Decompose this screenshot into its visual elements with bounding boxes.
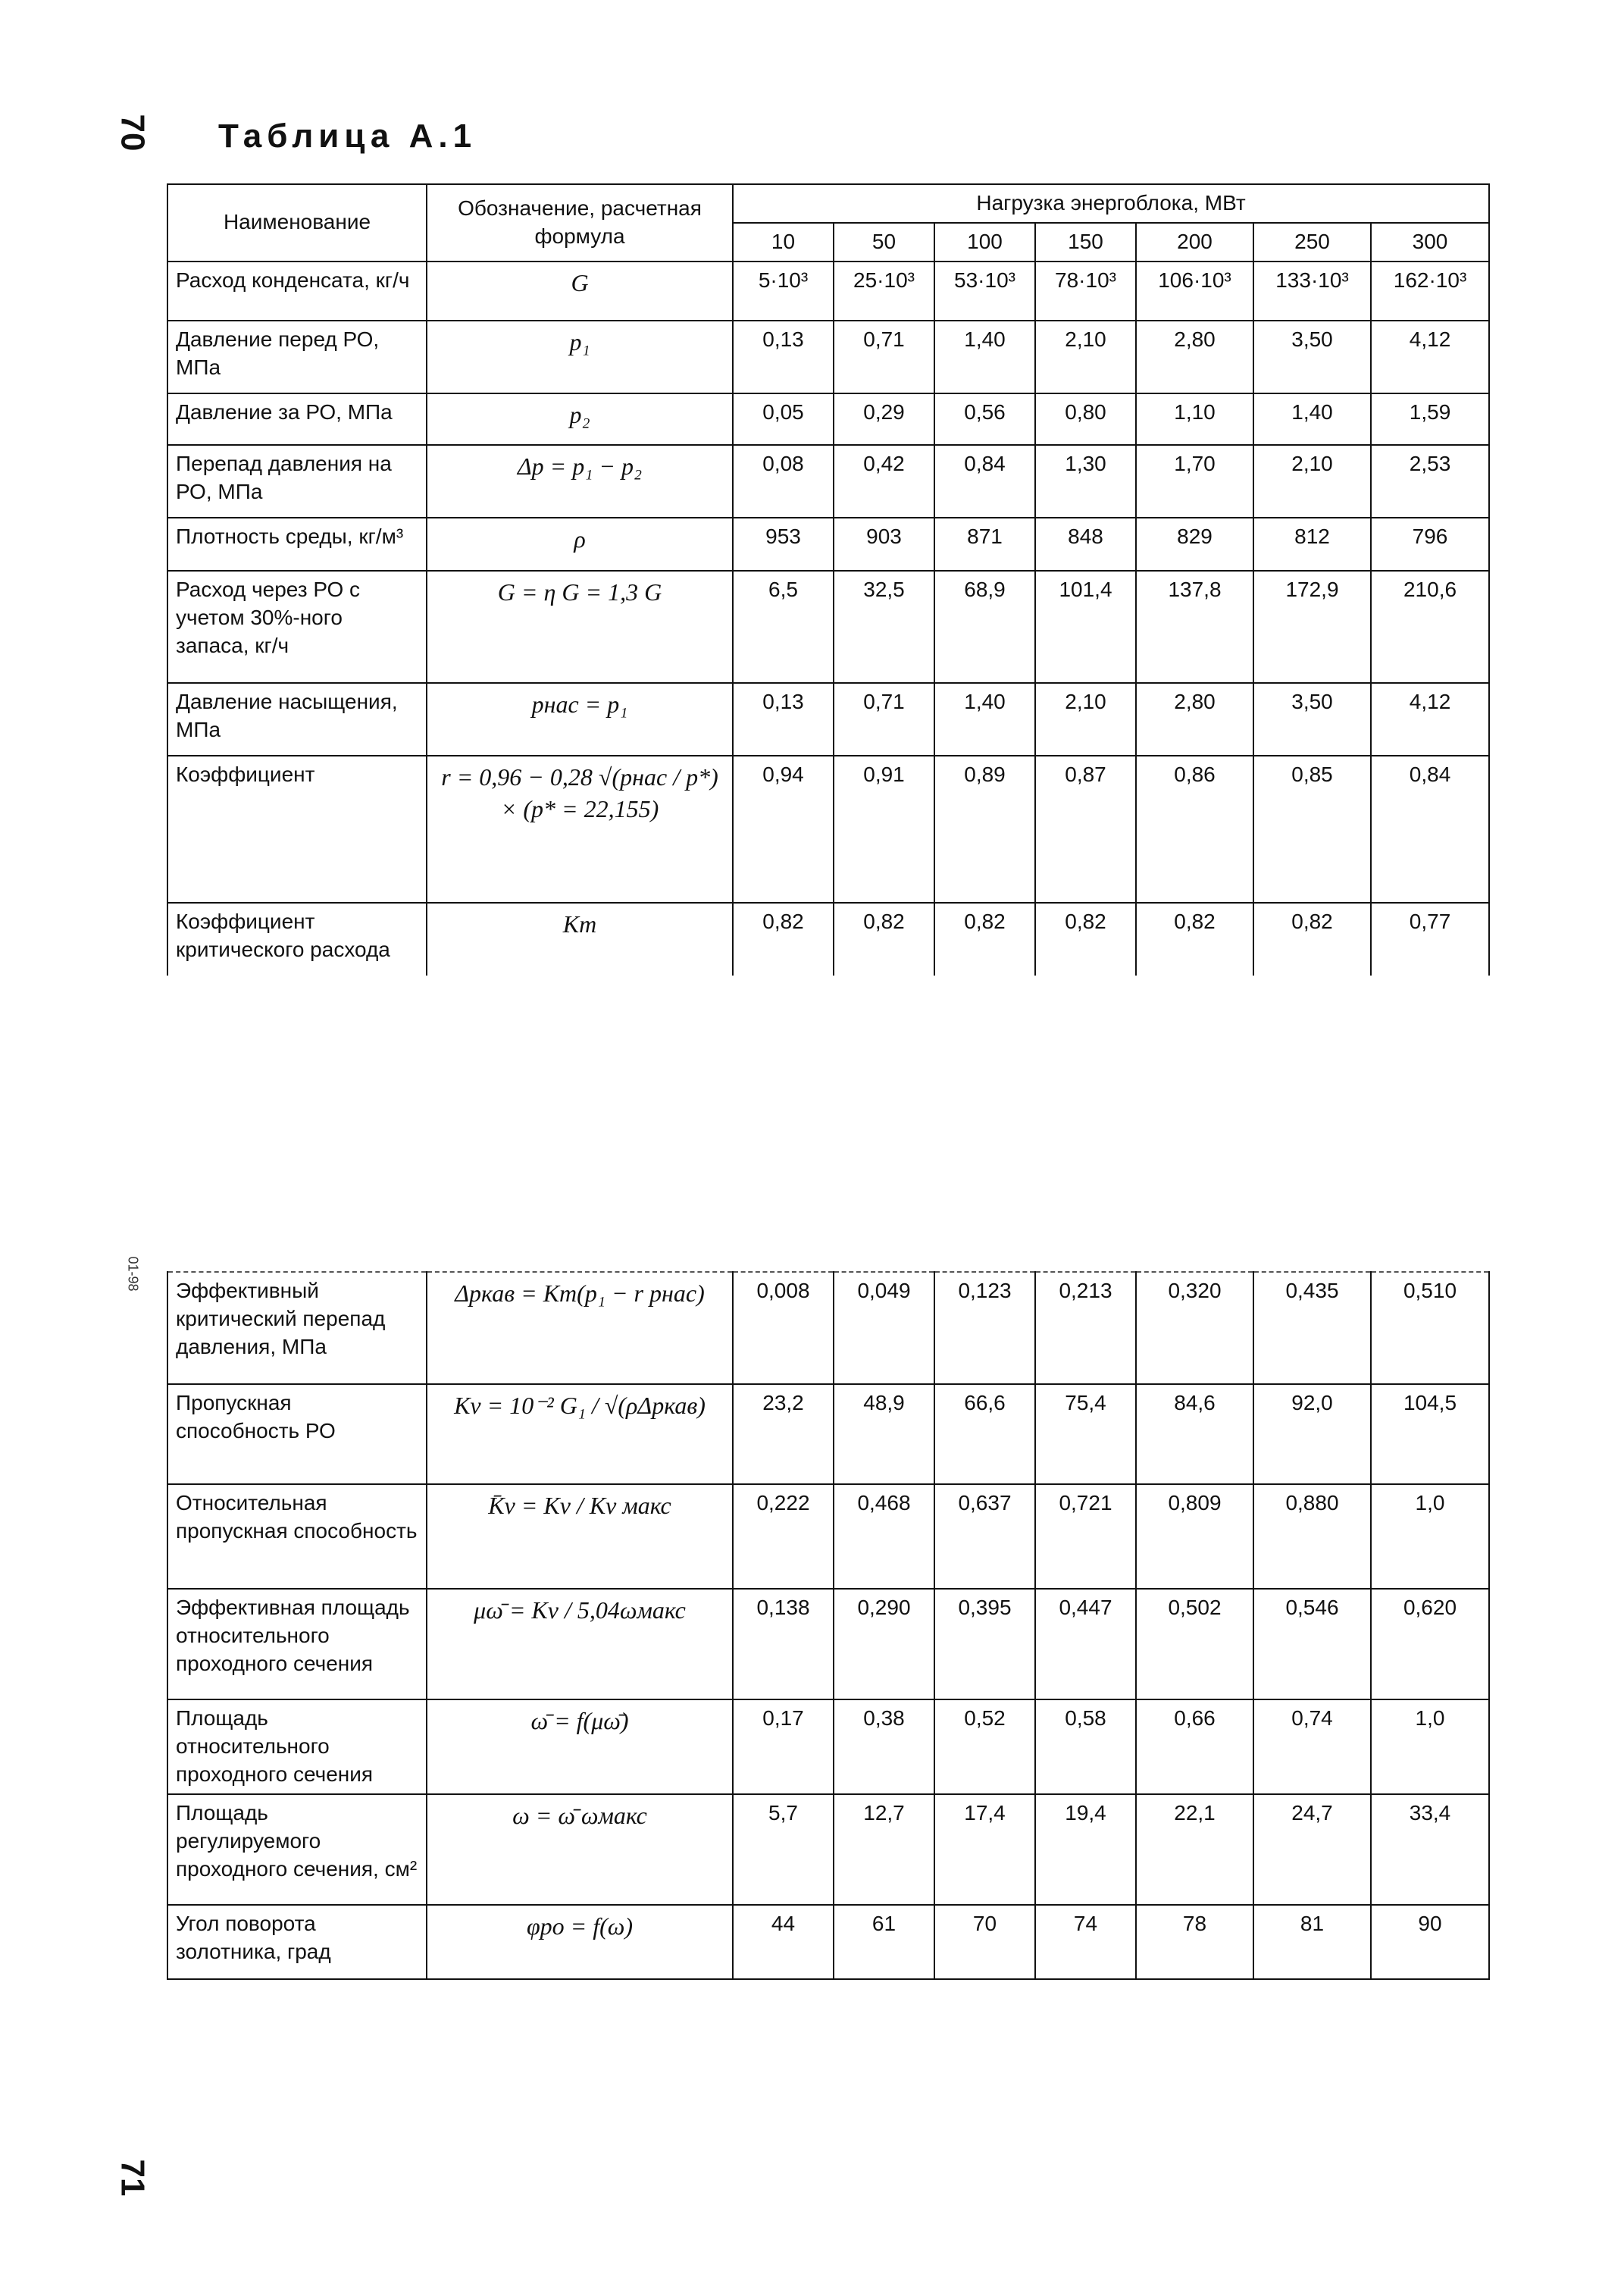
- header-load-group: Нагрузка энергоблока, МВт: [733, 184, 1489, 223]
- row-name: Пропускная способность РО: [167, 1384, 427, 1484]
- row-value: 44: [733, 1905, 834, 1979]
- row-value: 137,8: [1136, 571, 1253, 683]
- formula-text: Δp = p₁ − p₂: [517, 452, 643, 480]
- table-row: [167, 321, 1489, 393]
- table-row: [167, 1699, 1489, 1794]
- row-formula: [427, 1794, 733, 1905]
- row-value: 4,12: [1371, 321, 1489, 393]
- header-load: 300: [1371, 223, 1489, 262]
- row-formula: [427, 1905, 733, 1979]
- formula-text: p₁: [569, 327, 590, 356]
- row-name: Давление перед РО, МПа: [167, 321, 427, 393]
- row-formula: [427, 1589, 733, 1699]
- table-row: [167, 1384, 1489, 1484]
- row-name: Коэффициент: [167, 756, 427, 903]
- header-load: 200: [1136, 223, 1253, 262]
- row-value: 0,71: [834, 683, 934, 756]
- data-table-part-1: [167, 183, 1490, 976]
- row-name: Давление насыщения, МПа: [167, 683, 427, 756]
- header-load: 100: [934, 223, 1035, 262]
- row-value: 2,53: [1371, 445, 1489, 518]
- row-value: 172,9: [1253, 571, 1371, 683]
- table-row: [167, 1794, 1489, 1905]
- row-value: 0,56: [934, 393, 1035, 445]
- row-value: 133·10³: [1253, 262, 1371, 321]
- formula-text: pнас = p₁: [531, 690, 628, 718]
- row-value: 0,008: [733, 1272, 834, 1384]
- row-formula: [427, 1272, 733, 1384]
- row-value: 5,7: [733, 1794, 834, 1905]
- row-value: 0,05: [733, 393, 834, 445]
- row-value: 871: [934, 518, 1035, 571]
- formula-text: Kv = 10⁻² G₁ / √(ρΔpкав): [454, 1392, 706, 1419]
- row-formula: [427, 571, 733, 683]
- row-value: 1,40: [934, 683, 1035, 756]
- row-value: 210,6: [1371, 571, 1489, 683]
- table-row: [167, 1272, 1489, 1384]
- row-value: 0,91: [834, 756, 934, 903]
- row-name: Площадь относительного проходного сечения: [167, 1699, 427, 1794]
- row-value: 12,7: [834, 1794, 934, 1905]
- row-value: 1,70: [1136, 445, 1253, 518]
- row-value: 3,50: [1253, 683, 1371, 756]
- row-value: 0,447: [1035, 1589, 1136, 1699]
- row-value: 0,08: [733, 445, 834, 518]
- row-value: 23,2: [733, 1384, 834, 1484]
- table-row: [167, 683, 1489, 756]
- formula-text: μω̄ = Kv / 5,04ωмакс: [474, 1596, 686, 1624]
- row-value: 0,880: [1253, 1484, 1371, 1589]
- row-formula: [427, 393, 733, 445]
- row-value: 0,82: [1253, 903, 1371, 976]
- row-value: 0,620: [1371, 1589, 1489, 1699]
- row-value: 1,40: [934, 321, 1035, 393]
- row-value: 0,546: [1253, 1589, 1371, 1699]
- row-value: 0,58: [1035, 1699, 1136, 1794]
- table-row: [167, 445, 1489, 518]
- row-value: 0,82: [934, 903, 1035, 976]
- row-value: 0,84: [1371, 756, 1489, 903]
- row-value: 796: [1371, 518, 1489, 571]
- row-value: 5·10³: [733, 262, 834, 321]
- row-value: 104,5: [1371, 1384, 1489, 1484]
- row-name: Расход через РО с учетом 30%-ного запаса, кг/ч: [167, 571, 427, 683]
- row-name: Эффективная площадь относительного проходного сечения: [167, 1589, 427, 1699]
- row-value: 53·10³: [934, 262, 1035, 321]
- row-value: 0,87: [1035, 756, 1136, 903]
- row-value: 0,82: [834, 903, 934, 976]
- row-value: 0,94: [733, 756, 834, 903]
- row-formula: [427, 321, 733, 393]
- row-value: 0,82: [733, 903, 834, 976]
- row-value: 2,80: [1136, 321, 1253, 393]
- row-value: 0,809: [1136, 1484, 1253, 1589]
- formula-text: Km: [562, 910, 597, 938]
- row-name: Плотность среды, кг/м³: [167, 518, 427, 571]
- row-value: 0,80: [1035, 393, 1136, 445]
- row-value: 78·10³: [1035, 262, 1136, 321]
- row-value: 0,721: [1035, 1484, 1136, 1589]
- row-value: 0,13: [733, 683, 834, 756]
- row-name: Расход конденсата, кг/ч: [167, 262, 427, 321]
- formula-text: K̄v = Kv / Kv макс: [488, 1492, 671, 1519]
- row-name: Относительная пропускная способность: [167, 1484, 427, 1589]
- row-value: 0,84: [934, 445, 1035, 518]
- table-row: [167, 571, 1489, 683]
- formula-text: Δpкав = Km(p₁ − r pнас): [455, 1280, 705, 1307]
- page-number-bottom: 71: [114, 2159, 152, 2197]
- row-value: 0,85: [1253, 756, 1371, 903]
- row-value: 903: [834, 518, 934, 571]
- row-value: 68,9: [934, 571, 1035, 683]
- row-value: 74: [1035, 1905, 1136, 1979]
- row-value: 812: [1253, 518, 1371, 571]
- row-value: 0,86: [1136, 756, 1253, 903]
- row-name: Эффективный критический перепад давления, МПа: [167, 1272, 427, 1384]
- row-value: 78: [1136, 1905, 1253, 1979]
- row-value: 1,0: [1371, 1699, 1489, 1794]
- row-value: 0,13: [733, 321, 834, 393]
- formula-text: G: [571, 268, 589, 296]
- row-formula: [427, 518, 733, 571]
- row-value: 0,138: [733, 1589, 834, 1699]
- row-value: 0,510: [1371, 1272, 1489, 1384]
- table-row: [167, 1589, 1489, 1699]
- row-value: 0,66: [1136, 1699, 1253, 1794]
- header-name: Наименование: [167, 184, 427, 262]
- row-name: Перепад давления на РО, МПа: [167, 445, 427, 518]
- row-value: 90: [1371, 1905, 1489, 1979]
- header-load: 10: [733, 223, 834, 262]
- row-value: 6,5: [733, 571, 834, 683]
- row-value: 0,637: [934, 1484, 1035, 1589]
- row-value: 70: [934, 1905, 1035, 1979]
- row-value: 2,10: [1035, 683, 1136, 756]
- row-formula: [427, 1699, 733, 1794]
- data-table-part-2: [167, 1271, 1490, 1980]
- table-row: [167, 1905, 1489, 1979]
- row-formula: [427, 1384, 733, 1484]
- row-value: 0,82: [1136, 903, 1253, 976]
- row-value: 0,468: [834, 1484, 934, 1589]
- row-value: 0,213: [1035, 1272, 1136, 1384]
- row-formula: [427, 1484, 733, 1589]
- row-value: 25·10³: [834, 262, 934, 321]
- row-value: 24,7: [1253, 1794, 1371, 1905]
- row-value: 75,4: [1035, 1384, 1136, 1484]
- row-value: 848: [1035, 518, 1136, 571]
- formula-text: G = η G = 1,3 G: [497, 578, 662, 606]
- table-row: [167, 262, 1489, 321]
- formula-text: p₂: [569, 400, 590, 428]
- row-value: 32,5: [834, 571, 934, 683]
- row-value: 2,10: [1035, 321, 1136, 393]
- row-value: 0,38: [834, 1699, 934, 1794]
- row-value: 0,320: [1136, 1272, 1253, 1384]
- row-value: 4,12: [1371, 683, 1489, 756]
- header-load: 250: [1253, 223, 1371, 262]
- table-row: [167, 518, 1489, 571]
- row-formula: [427, 903, 733, 976]
- table-row: [167, 903, 1489, 976]
- row-value: 2,80: [1136, 683, 1253, 756]
- row-value: 33,4: [1371, 1794, 1489, 1905]
- formula-text: r = 0,96 − 0,28 √(pнас / p*) × (p* = 22,155): [441, 763, 718, 823]
- formula-text: ω̄ = f(μω̄): [530, 1707, 629, 1734]
- row-value: 61: [834, 1905, 934, 1979]
- header-load: 50: [834, 223, 934, 262]
- row-value: 0,222: [733, 1484, 834, 1589]
- row-value: 0,71: [834, 321, 934, 393]
- page-number-top: 70: [114, 114, 152, 152]
- row-value: 17,4: [934, 1794, 1035, 1905]
- row-value: 0,395: [934, 1589, 1035, 1699]
- row-value: 0,42: [834, 445, 934, 518]
- row-value: 19,4: [1035, 1794, 1136, 1905]
- row-value: 0,82: [1035, 903, 1136, 976]
- table-row: [167, 393, 1489, 445]
- row-value: 1,40: [1253, 393, 1371, 445]
- row-value: 3,50: [1253, 321, 1371, 393]
- row-value: 953: [733, 518, 834, 571]
- table-row: [167, 756, 1489, 903]
- row-value: 0,435: [1253, 1272, 1371, 1384]
- row-value: 101,4: [1035, 571, 1136, 683]
- table-title: Таблица А.1: [218, 117, 477, 155]
- row-name: Давление за РО, МПа: [167, 393, 427, 445]
- row-value: 1,10: [1136, 393, 1253, 445]
- row-value: 0,29: [834, 393, 934, 445]
- row-value: 22,1: [1136, 1794, 1253, 1905]
- row-formula: [427, 683, 733, 756]
- row-value: 1,59: [1371, 393, 1489, 445]
- row-value: 48,9: [834, 1384, 934, 1484]
- row-formula: [427, 756, 733, 903]
- row-value: 1,30: [1035, 445, 1136, 518]
- row-value: 106·10³: [1136, 262, 1253, 321]
- formula-text: ω = ω̄ ωмакс: [512, 1801, 647, 1829]
- row-value: 92,0: [1253, 1384, 1371, 1484]
- row-formula: [427, 262, 733, 321]
- row-name: Площадь регулируемого проходного сечения, см²: [167, 1794, 427, 1905]
- row-value: 1,0: [1371, 1484, 1489, 1589]
- formula-text: ρ: [574, 525, 586, 553]
- row-value: 0,77: [1371, 903, 1489, 976]
- row-value: 0,049: [834, 1272, 934, 1384]
- row-name: Коэффициент критического расхода: [167, 903, 427, 976]
- row-value: 0,502: [1136, 1589, 1253, 1699]
- row-value: 0,52: [934, 1699, 1035, 1794]
- row-value: 0,123: [934, 1272, 1035, 1384]
- row-value: 829: [1136, 518, 1253, 571]
- row-value: 0,17: [733, 1699, 834, 1794]
- row-value: 2,10: [1253, 445, 1371, 518]
- row-value: 0,89: [934, 756, 1035, 903]
- header-formula: Обозначение, расчетная формула: [427, 184, 733, 262]
- row-value: 0,74: [1253, 1699, 1371, 1794]
- row-value: 84,6: [1136, 1384, 1253, 1484]
- row-value: 81: [1253, 1905, 1371, 1979]
- row-formula: [427, 445, 733, 518]
- header-load: 150: [1035, 223, 1136, 262]
- row-name: Угол поворота золотника, град: [167, 1905, 427, 1979]
- side-mark: 01-98: [125, 1256, 141, 1292]
- row-value: 0,290: [834, 1589, 934, 1699]
- table-row: [167, 1484, 1489, 1589]
- formula-text: φро = f(ω): [526, 1912, 634, 1940]
- row-value: 162·10³: [1371, 262, 1489, 321]
- row-value: 66,6: [934, 1384, 1035, 1484]
